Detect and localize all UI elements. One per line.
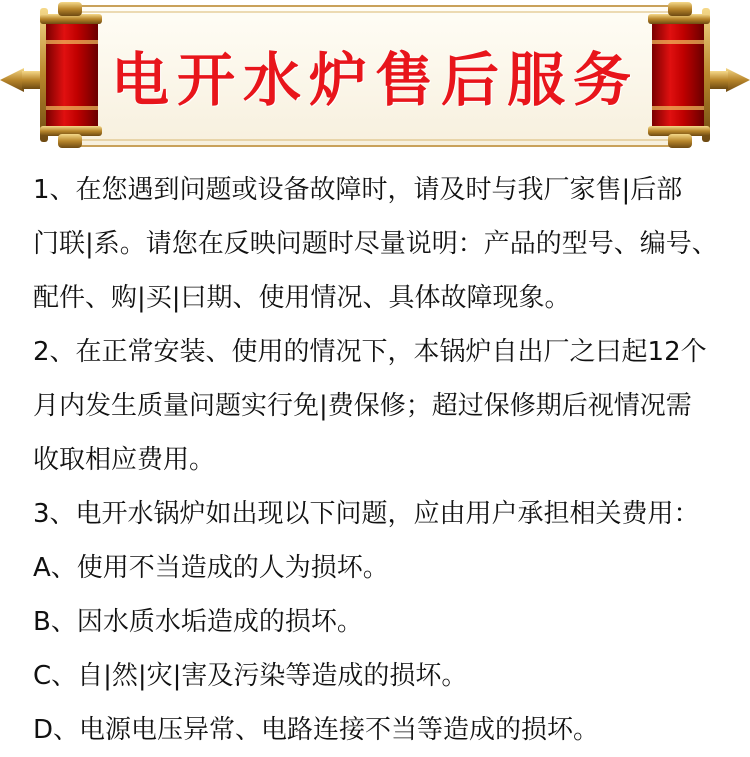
terms-line: 2、在正常安装、使用的情况下，本锅炉自出厂之曰起12个 bbox=[33, 337, 707, 367]
terms-line: 1、在您遇到问题或设备故障时，请及时与我厂家售|后部 bbox=[33, 175, 683, 205]
scroll-banner bbox=[0, 0, 750, 150]
terms-line: D、电源电压异常、电路连接不当等造成的损坏。 bbox=[33, 715, 600, 745]
left-scroll-roller bbox=[0, 2, 102, 148]
terms-line: B、因水质水垢造成的损坏。 bbox=[33, 607, 363, 637]
terms-line: 配件、购|买|曰期、使用情况、具体故障现象。 bbox=[33, 283, 571, 313]
terms-line: 3、电开水锅炉如出现以下问题，应由用户承担相关费用： bbox=[33, 499, 700, 529]
service-terms bbox=[33, 163, 743, 757]
terms-line: 收取相应费用。 bbox=[33, 445, 216, 475]
terms-line: A、使用不当造成的人为损坏。 bbox=[33, 553, 389, 583]
terms-line: C、自|然|灾|害及污染等造成的损坏。 bbox=[33, 661, 468, 691]
terms-line: 门联|系。请您在反映问题时尽量说明：产品的型号、编号、 bbox=[33, 229, 718, 259]
right-scroll-roller bbox=[648, 2, 750, 148]
banner-title: 电开水炉售后服务 bbox=[111, 46, 640, 114]
terms-line: 月内发生质量问题实行免|费保修；超过保修期后视情况需 bbox=[33, 391, 692, 421]
